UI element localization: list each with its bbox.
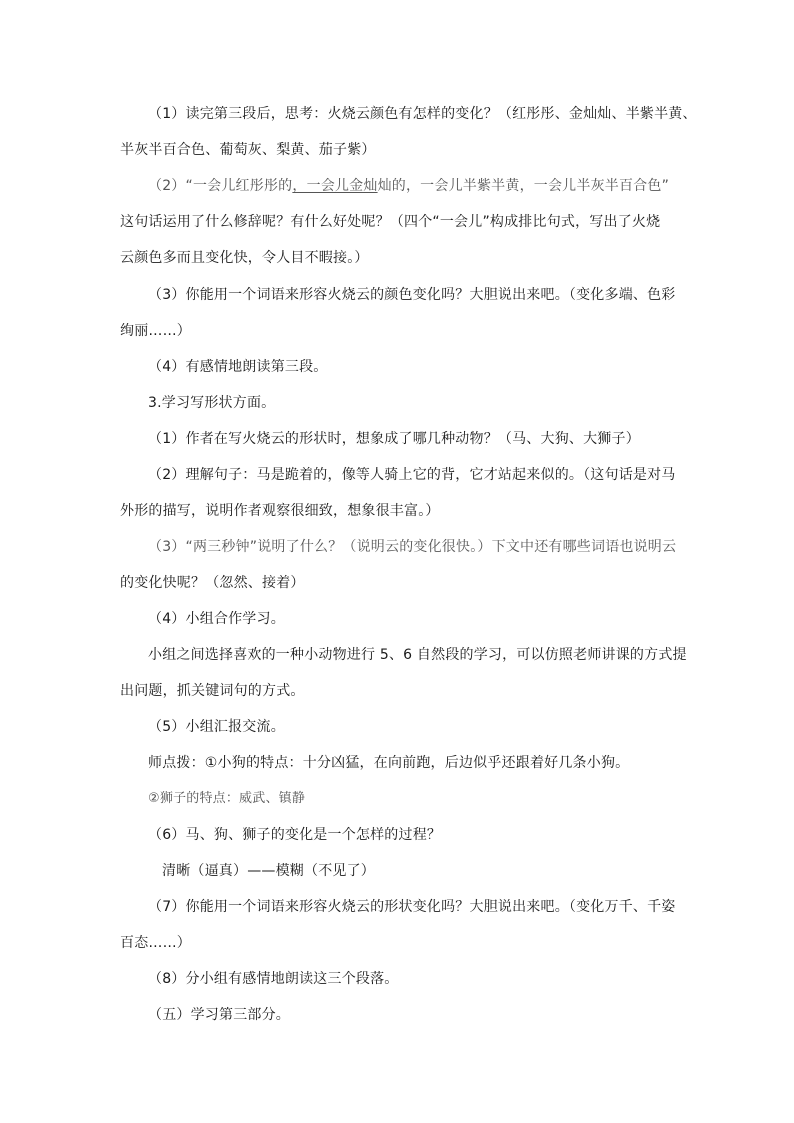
text-line: 小组之间选择喜欢的一种小动物进行 5、6 自然段的学习，可以仿照老师讲课的方式提 xyxy=(148,647,687,663)
section-heading: 3.学习写形状方面。 xyxy=(148,395,276,411)
text-line: （4）有感情地朗读第三段。 xyxy=(148,359,328,375)
text-line: （8）分小组有感情地朗读这三个段落。 xyxy=(148,971,399,987)
quote-part-1: （2）“一会儿红彤彤的 xyxy=(148,178,293,194)
text-line: 绚丽……） xyxy=(120,323,191,339)
text-line: 半灰半百合色、葡萄灰、梨黄、茄子紫） xyxy=(120,142,376,158)
text-line: （7）你能用一个词语来形容火烧云的形状变化吗？大胆说出来吧。（变化万千、千姿 xyxy=(148,899,676,915)
text-line: 这句话运用了什么修辞呢？有什么好处呢？（四个“一会儿”构成排比句式，写出了火烧 xyxy=(120,214,661,230)
text-line: 出问题，抓关键词句的方式。 xyxy=(120,683,305,699)
text-line: （1）作者在写火烧云的形状时，想象成了哪几种动物？（马、大狗、大狮子） xyxy=(148,431,640,447)
text-line: （1）读完第三段后，思考：火烧云颜色有怎样的变化？（红彤彤、金灿灿、半紫半黄、 xyxy=(148,106,697,122)
quote-part-2: 灿的，一会儿半紫半黄，一会儿半灰半百合色” xyxy=(377,178,670,194)
text-line: （3）你能用一个词语来形容火烧云的颜色变化吗？大胆说出来吧。（变化多端、色彩 xyxy=(148,287,676,303)
text-line: 师点拨：①小狗的特点：十分凶猛，在向前跑，后边似乎还跟着好几条小狗。 xyxy=(148,755,630,771)
underlined-phrase: ，一会儿金灿 xyxy=(292,178,378,194)
text-line: 的变化快呢？（忽然、接着） xyxy=(120,575,305,591)
text-line: 云颜色多而且变化快，令人目不暇接。） xyxy=(120,250,369,266)
text-line: （2）理解句子：马是跪着的，像等人骑上它的背，它才站起来似的。（这句话是对马 xyxy=(148,467,676,483)
text-line: 百态……） xyxy=(120,935,191,951)
text-line: 外形的描写，说明作者观察很细致，想象很丰富。） xyxy=(120,503,440,519)
text-line: 清晰（逼真）——模糊（不见了） xyxy=(162,863,375,879)
section-heading: （五）学习第三部分。 xyxy=(148,1007,290,1023)
text-line: （4）小组合作学习。 xyxy=(148,611,285,627)
text-line: （5）小组汇报交流。 xyxy=(148,719,285,735)
text-line xyxy=(148,177,669,195)
text-line: （6）马、狗、狮子的变化是一个怎样的过程？ xyxy=(148,827,442,843)
text-line: （3）“两三秒钟”说明了什么？（说明云的变化很快。）下文中还有哪些词语也说明云 xyxy=(148,539,677,555)
text-line: ②狮子的特点：威武、镇静 xyxy=(148,791,306,806)
